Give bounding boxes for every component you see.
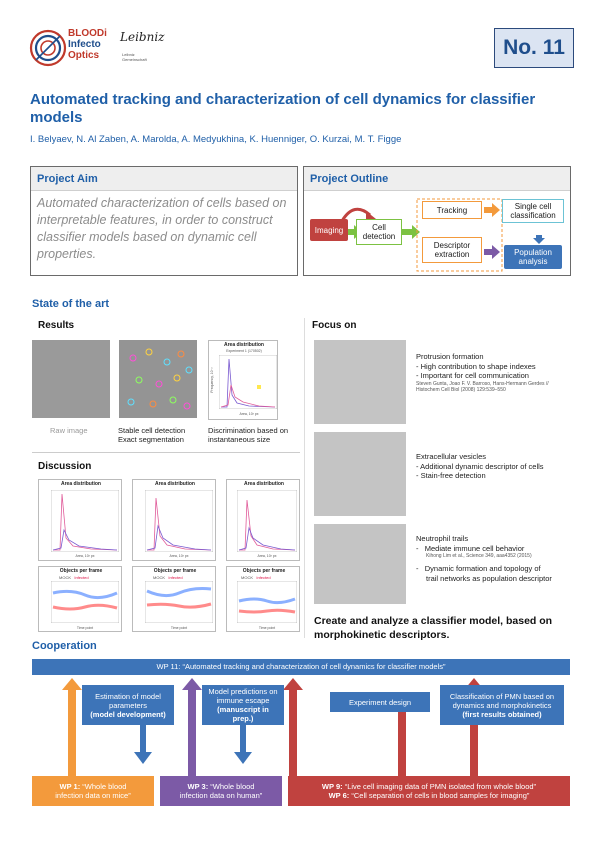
- vesicles-image: [314, 432, 406, 516]
- tracking-box: Tracking: [422, 201, 482, 219]
- raw-image: [32, 340, 110, 418]
- raw-image-label: Raw image: [50, 426, 88, 435]
- logo-line2: Infecto: [68, 39, 101, 50]
- discussion-heading: Discussion: [38, 461, 92, 472]
- stable-detection-label: Stable cell detection: [118, 426, 186, 435]
- objects-per-frame-plot-1: Objects per frame MOCK Infected Time point: [38, 566, 122, 632]
- neutrophil-trails-image: [314, 524, 406, 604]
- protrusion-image: [314, 340, 406, 424]
- wp3-box: WP 3: “Whole blood infection data on human”: [160, 776, 282, 806]
- imaging-box: Imaging: [310, 219, 348, 241]
- objects-per-frame-plot-3: Objects per frame MOCK Infected Time point: [226, 566, 300, 632]
- wp1-box: WP 1: “Whole blood infection data on mice”: [32, 776, 154, 806]
- exact-segmentation-label: Exact segmentation: [118, 435, 184, 444]
- discussion-area-plot-2: Area distribution Area, 10³ px: [132, 479, 216, 561]
- logo-line1: BLOODi: [68, 28, 107, 39]
- discussion-area-plot-1: Area distribution Area, 10³ px: [38, 479, 122, 561]
- wp9-wp6-box: WP 9: “Live cell imaging data of PMN isolated from whole blood” WP 6: “Cell separation of cells in blood samples for imaging”: [288, 776, 570, 806]
- bloodi-drop-icon: [28, 24, 68, 68]
- create-classifier-text: Create and analyze a classifier model, based on morphokinetic descriptors.: [314, 615, 553, 641]
- project-aim-heading: Project Aim: [31, 167, 297, 191]
- objects-curves-3: [237, 581, 297, 623]
- focus-on-heading: Focus on: [312, 320, 357, 331]
- segmentation-outlines: [119, 340, 197, 418]
- state-of-art-heading: State of the art: [32, 298, 110, 310]
- area-distribution-plot: Area distribution Experiment 1 (170502) Area, 10³ px Frequency, 10⁻²: [208, 340, 278, 420]
- objects-curves-1: [51, 581, 119, 623]
- area-curves-1: [51, 490, 119, 552]
- wp11-bar: WP 11: “Automated tracking and characterization of cell dynamics for classifier models”: [32, 659, 570, 675]
- cell-detection-box: Cell detection: [356, 219, 402, 245]
- results-heading: Results: [38, 320, 75, 331]
- poster-number-badge: No. 11: [494, 28, 574, 68]
- single-cell-classification-box: Single cell classification: [502, 199, 564, 223]
- objects-curves-2: [145, 581, 213, 623]
- vesicles-text: Extracellular vesicles - Additional dynamic descriptor of cells - Stain-free detection: [416, 452, 544, 480]
- population-analysis-box: Population analysis: [504, 245, 562, 269]
- protrusion-text: Protrusion formation - High contribution to shape indexes - Important for cell communication Steven Gunta, Joao F. V. Barroso, Hans-Hermann Gerdes // Histochem Cell Biol (2008) 129:539–550: [416, 352, 549, 393]
- poster-title: Automated tracking and characterization of cell dynamics for classifier models: [30, 91, 536, 126]
- discrimination-label-1: Discrimination based on: [208, 426, 289, 435]
- area-curves-3: [237, 490, 297, 552]
- results-divider: [32, 452, 300, 453]
- area-curves-2: [145, 490, 213, 552]
- cooperation-heading: Cooperation: [32, 640, 97, 652]
- objects-per-frame-plot-2: Objects per frame MOCK Infected Time point: [132, 566, 216, 632]
- task-classification: Classification of PMN based on dynamics and morphokinetics (first results obtained): [440, 685, 564, 725]
- column-divider: [304, 318, 305, 638]
- task-model-estimation: Estimation of model parameters (model development): [82, 685, 174, 725]
- task-experiment-design: Experiment design: [330, 692, 430, 712]
- neutrophil-text: Neutrophil trails - Mediate immune cell behavior Kihong Lim et al., Science 349, aaa4352 (2015) - Dynamic formation and topology of trail networks as population descriptor: [416, 534, 552, 583]
- leibniz-subtext: Leibniz Gemeinschaft: [122, 52, 147, 62]
- project-aim-text: Automated characterization of cells based on interpretable features, in order to construct classifier models based on dynamic cell properties.: [37, 196, 287, 261]
- leibniz-logo: Leibniz: [120, 30, 165, 44]
- discrimination-label-2: instantaneous size: [208, 435, 271, 444]
- area-distribution-curves: [219, 355, 277, 409]
- project-outline-box: [303, 166, 571, 276]
- project-outline-heading: Project Outline: [304, 167, 570, 191]
- descriptor-extraction-box: Descriptor extraction: [422, 237, 482, 263]
- logo-line3: Optics: [68, 50, 100, 61]
- authors: I. Belyaev, N. Al Zaben, A. Marolda, A. Medyukhina, K. Huenniger, O. Kurzai, M. T. Figge: [30, 134, 402, 145]
- discussion-area-plot-3: Area distribution Area, 10³ px: [226, 479, 300, 561]
- project-aim-box: [30, 166, 298, 276]
- segmentation-image: [119, 340, 197, 418]
- task-model-predictions: Model predictions on immune escape (manuscript in prep.): [202, 685, 284, 725]
